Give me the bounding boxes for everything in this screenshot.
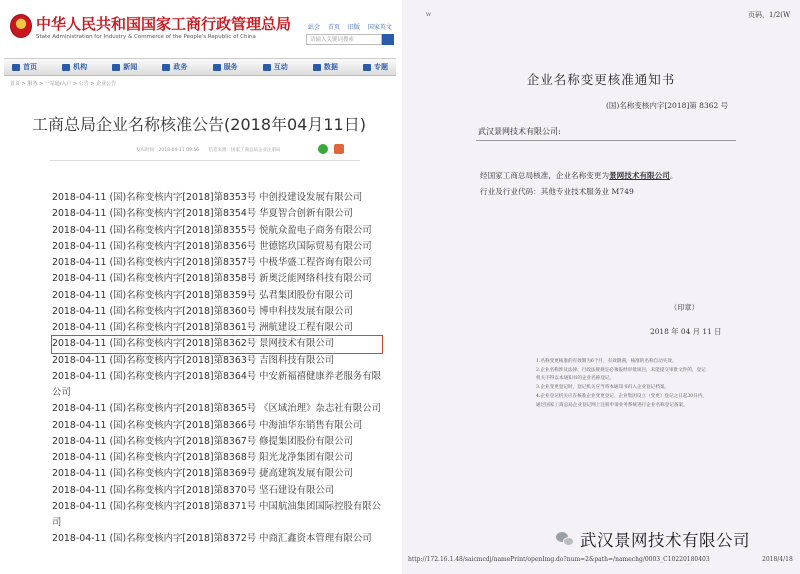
nav-item-home[interactable] bbox=[12, 62, 37, 72]
list-item[interactable]: 2018-04-11 (国)名称变核内字[2018]第8359号 弘君集团股份有限公司 bbox=[52, 289, 353, 301]
saic-website-panel bbox=[0, 0, 398, 574]
site-title[interactable]: 中华人民共和国国家工商行政管理总局 bbox=[36, 15, 292, 33]
list-item[interactable]: 2018-04-11 (国)名称变核内字[2018]第8355号 悦航众盈电子商务有限公司 bbox=[52, 224, 372, 236]
top-link[interactable]: 旧版 bbox=[347, 24, 360, 31]
page-number: 页码，1/2(W bbox=[748, 11, 791, 19]
divider bbox=[476, 140, 736, 141]
nav-label: 服务 bbox=[223, 63, 238, 71]
breadcrumb[interactable]: 首页 > 服务 > 一站通/入户 > 公告 > 企业公告 bbox=[10, 81, 117, 87]
national-emblem-icon bbox=[10, 14, 32, 38]
watermark-text: 武汉景网技术有限公司 bbox=[580, 531, 750, 550]
site-header bbox=[0, 0, 398, 56]
article-meta bbox=[136, 147, 289, 153]
list-item[interactable]: 2018-04-11 (国)名称变核内字[2018]第8368号 阳光龙净集团有限公司 bbox=[52, 452, 353, 463]
list-item[interactable]: 2018-04-11 (国)名称变核内字[2018]第8367号 修提集团股份有限公司 bbox=[52, 435, 353, 447]
footnote-line: 2.企业名称涉及法律、行政法规规定必须报经审批项目，未能提交审批文件的，登记 bbox=[536, 367, 706, 373]
search-button[interactable] bbox=[382, 34, 394, 45]
footnote-line: 1.名称变更核准的有效期为6个月，有效期满，核准的名称自动失效。 bbox=[536, 359, 677, 364]
nav-label: 新闻 bbox=[123, 63, 138, 71]
service-icon bbox=[213, 64, 221, 71]
top-link[interactable]: 站会 bbox=[308, 24, 321, 31]
print-date: 2018/4/18 bbox=[762, 556, 793, 563]
wechat-watermark bbox=[556, 528, 750, 550]
site-subtitle: State Administration for Industry & Commerce of the People's Republic of China bbox=[36, 34, 256, 40]
list-item[interactable]: 2018-04-11 (国)名称变核内字[2018]第8372号 中商汇鑫资本管理有限公司 bbox=[52, 533, 372, 545]
nav-item-topics[interactable] bbox=[363, 62, 388, 72]
wechat-icon bbox=[556, 531, 574, 547]
wechat-icon[interactable] bbox=[318, 144, 328, 154]
list-item[interactable]: 2018-04-11 (国)名称变核内字[2018]第8366号 中海油华东销售有限公司 bbox=[52, 419, 363, 431]
list-item[interactable]: 2018-04-11 (国)名称变核内字[2018]第8360号 博申科技发展有限公司 bbox=[52, 305, 353, 317]
main-nav bbox=[4, 58, 396, 76]
nav-item-affairs[interactable] bbox=[162, 62, 187, 72]
corner-mark: W bbox=[426, 12, 432, 18]
nav-label: 数据 bbox=[323, 63, 338, 71]
footnote-line: 4.企业登记机关应在核准企业变更登记、企业集团设立（变更）登记之日起30日内， bbox=[536, 393, 708, 399]
new-company-name: 景网技术有限公司 bbox=[609, 171, 670, 180]
notice-number: (国)名称变核内字[2018]第 8362 号 bbox=[606, 101, 729, 110]
nav-item-data[interactable] bbox=[313, 62, 338, 72]
body-prefix: 经国家工商总局核准，企业名称变更为 bbox=[480, 171, 610, 180]
list-item[interactable]: 2018-04-11 (国)名称变核内字[2018]第8357号 中极华盛工程咨询有限公司 bbox=[52, 257, 372, 268]
notice-date: 2018 年 04 月 11 日 bbox=[650, 327, 722, 336]
list-item[interactable]: 2018-04-11 (国)名称变核内字[2018]第8361号 洲航建设工程有限公司 bbox=[52, 322, 353, 333]
list-item[interactable]: 2018-04-11 (国)名称变核内字[2018]第8363号 吉图科技有限公司 bbox=[52, 354, 335, 366]
article-title: 工商总局企业名称核准公告(2018年04月11日) bbox=[32, 115, 366, 134]
industry-code: 行业及行业代码：其他专业技术服务业 M749 bbox=[480, 187, 634, 196]
nav-label: 机构 bbox=[73, 63, 88, 71]
top-links bbox=[308, 22, 398, 31]
divider bbox=[50, 160, 360, 161]
topic-icon bbox=[363, 64, 371, 71]
name-change-notice bbox=[402, 0, 800, 574]
list-item[interactable]: 2018-04-11 (国)名称变核内字[2018]第8353号 中创投建设发展有限公司 bbox=[52, 192, 363, 203]
list-item[interactable]: 2018-04-11 (国)名称变核内字[2018]第8354号 华夏智合创新有限公司 bbox=[52, 208, 353, 220]
footnote-line: 机关不得以本通知书的企业名称登记。 bbox=[536, 376, 615, 382]
footnote-line: 3.企业变更登记时，登记机关应当将本通知书归入企业登记档案。 bbox=[536, 385, 670, 391]
notice-body bbox=[480, 170, 677, 181]
list-item[interactable]: 2018-04-11 (国)名称变核内字[2018]第8369号 捷高建筑发展有限公司 bbox=[52, 468, 353, 480]
building-icon bbox=[62, 64, 70, 71]
list-item[interactable]: 2018-04-11 (国)名称变核内字[2018]第8364号 中安新福禧健康养老服务有限公司 bbox=[52, 370, 382, 398]
info-source: 信息来源：国家工商总局企业注册局 bbox=[208, 148, 281, 153]
footnote-line: 通过国家工商总局企业登记网上注册申请业务系统进行企业名称登记备案。 bbox=[536, 402, 688, 408]
document-icon bbox=[162, 64, 170, 71]
publish-date: 发布时间：2018-04-11 09:56 bbox=[136, 148, 200, 153]
print-url: http://172.16.1.48/saicmcdj/namePrint/openImg.do?num=2&path=/namechg/0003_C10220180403 bbox=[408, 556, 710, 563]
top-link[interactable]: 国家英文 bbox=[367, 24, 392, 31]
top-link[interactable]: 首页 bbox=[327, 24, 340, 31]
home-icon bbox=[12, 64, 20, 71]
nav-item-news[interactable] bbox=[112, 62, 137, 72]
list-item[interactable]: 2018-04-11 (国)名称变核内字[2018]第8370号 坚石建设有限公司 bbox=[52, 484, 335, 496]
list-item[interactable]: 2018-04-11 (国)名称变核内字[2018]第8371号 中国航油集团国际控股有限公司 bbox=[52, 500, 382, 528]
chart-icon bbox=[313, 64, 321, 71]
nav-label: 互动 bbox=[273, 63, 288, 71]
nav-label: 政务 bbox=[173, 63, 188, 71]
chat-icon bbox=[263, 64, 271, 71]
nav-label: 专题 bbox=[373, 63, 388, 71]
nav-item-interaction[interactable] bbox=[263, 62, 288, 72]
weibo-icon[interactable] bbox=[334, 144, 344, 154]
news-icon bbox=[112, 64, 120, 71]
list-item[interactable]: 2018-04-11 (国)名称变核内字[2018]第8358号 新奥泛能网络科技有限公司 bbox=[52, 273, 372, 285]
nav-item-institutions[interactable] bbox=[62, 62, 87, 72]
seal-mark: （印章） bbox=[670, 303, 699, 312]
nav-item-services[interactable] bbox=[213, 62, 238, 72]
nav-label: 首页 bbox=[23, 63, 37, 71]
notice-footnotes bbox=[536, 358, 786, 410]
body-suffix: 。 bbox=[669, 171, 678, 180]
list-item[interactable]: 2018-04-11 (国)名称变核内字[2018]第8362号 景网技术有限公司 bbox=[52, 336, 382, 352]
list-item[interactable]: 2018-04-11 (国)名称变核内字[2018]第8365号 《区域治理》杂志社有限公司 bbox=[52, 403, 382, 415]
search-input[interactable]: 请输入关键词搜索 bbox=[306, 34, 382, 45]
notice-addressee: 武汉景网技术有限公司: bbox=[478, 127, 561, 136]
announcement-list bbox=[52, 190, 382, 548]
list-item[interactable]: 2018-04-11 (国)名称变核内字[2018]第8356号 世德铭玖国际贸易有限公司 bbox=[52, 240, 372, 252]
notice-title: 企业名称变更核准通知书 bbox=[526, 72, 676, 87]
